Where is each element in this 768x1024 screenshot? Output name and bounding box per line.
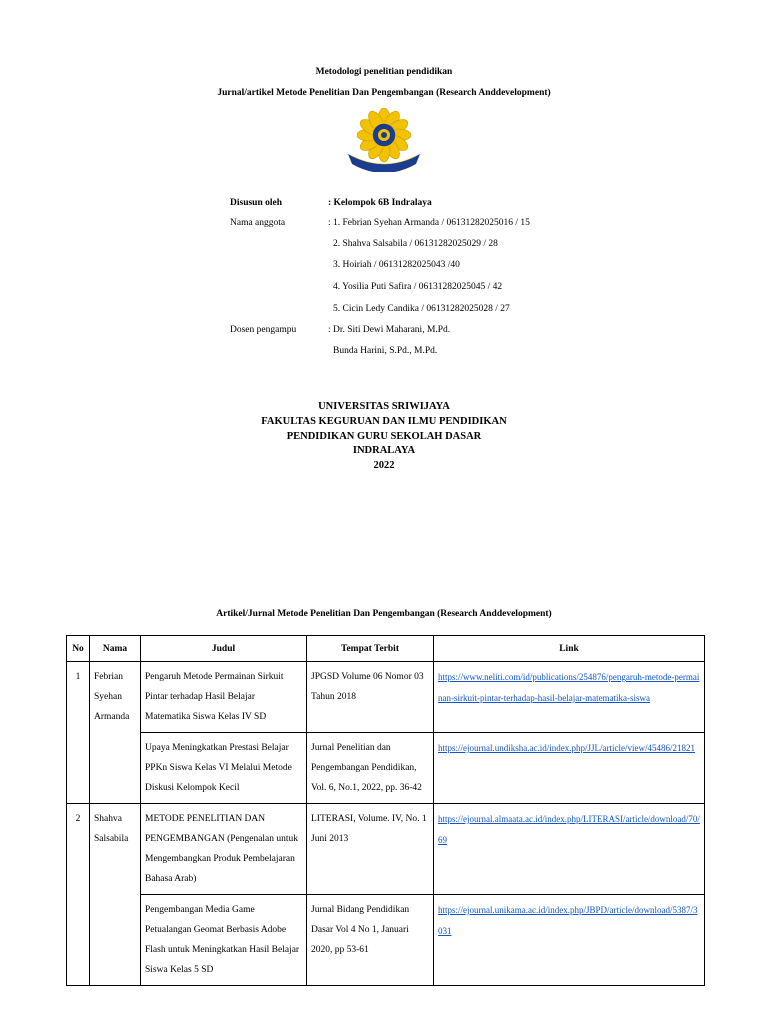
row-link-cell <box>434 662 705 733</box>
row-nama: Febrian Syehan Armanda <box>90 662 141 804</box>
table-title: Artikel/Jurnal Metode Penelitian Dan Pengembangan (Research Anddevelopment) <box>216 609 552 619</box>
row-judul: Pengaruh Metode Permainan Sirkuit Pintar terhadap Hasil Belajar Matematika Siswa Kelas IV SD <box>141 662 307 733</box>
header-no: No <box>67 636 90 662</box>
anggota-item: 3. Hoiriah / 06131282025043 /40 <box>333 260 460 270</box>
dosen-item: : Dr. Siti Dewi Maharani, M.Pd. <box>328 325 451 335</box>
row-tempat: LITERASI, Volume. IV, No. 1 Juni 2013 <box>307 804 434 895</box>
dosen-item: Bunda Harini, S.Pd., M.Pd. <box>333 346 438 356</box>
table-row <box>67 895 705 986</box>
row-number: 1 <box>67 662 90 804</box>
year: 2022 <box>373 460 395 472</box>
table-row <box>67 733 705 804</box>
row-judul: METODE PENELITIAN DAN PENGEMBANGAN (Pengenalan untuk Mengembangkan Produk Pembelajaran Bahasa Arab) <box>141 804 307 895</box>
article-link[interactable]: https://www.neliti.com/id/publications/254876/pengaruh-metode-permainan-sirkuit-pintar-terhadap-hasil-belajar-matematika-siswa <box>438 672 700 703</box>
row-link-cell <box>434 895 705 986</box>
program-name: PENDIDIKAN GURU SEKOLAH DASAR <box>286 430 482 442</box>
row-link-cell <box>434 733 705 804</box>
row-nama: Shahva Salsabila <box>90 804 141 986</box>
articles-table <box>66 635 705 986</box>
header-link: Link <box>434 636 705 662</box>
faculty-name: FAKULTAS KEGURUAN DAN ILMU PENDIDIKAN <box>261 415 507 427</box>
dosen-label: Dosen pengampu <box>230 325 297 335</box>
header-nama: Nama <box>90 636 141 662</box>
document-subtitle: Jurnal/artikel Metode Penelitian Dan Pengembangan (Research Anddevelopment) <box>217 88 551 98</box>
table-row <box>67 804 705 895</box>
anggota-item: : 1. Febrian Syehan Armanda / 06131282025016 / 15 <box>328 218 530 228</box>
anggota-item: 2. Shahva Salsabila / 06131282025029 / 28 <box>333 239 498 249</box>
header-judul: Judul <box>141 636 307 662</box>
anggota-item: 4. Yosilia Puti Safira / 06131282025045 / 42 <box>333 282 503 292</box>
header-tempat: Tempat Terbit <box>307 636 434 662</box>
article-link[interactable]: https://ejournal.almaata.ac.id/index.php/LITERASI/article/download/70/69 <box>438 814 700 845</box>
table-header-row <box>67 636 705 662</box>
row-tempat: JPGSD Volume 06 Nomor 03 Tahun 2018 <box>307 662 434 733</box>
disusun-label: Disusun oleh <box>230 198 283 208</box>
university-emblem-icon <box>342 108 426 172</box>
anggota-label: Nama anggota <box>230 218 286 228</box>
row-tempat: Jurnal Bidang Pendidikan Dasar Vol 4 No 1, Januari 2020, pp 53-61 <box>307 895 434 986</box>
anggota-item: 5. Cicin Ledy Candika / 06131282025028 / 27 <box>333 304 510 314</box>
university-block <box>0 400 768 474</box>
row-judul: Upaya Meningkatkan Prestasi Belajar PPKn Siswa Kelas VI Melalui Metode Diskusi Kelompok Kecil <box>141 733 307 804</box>
row-judul: Pengembangan Media Game Petualangan Geomat Berbasis Adobe Flash untuk Meningkatkan Hasil Belajar Siswa Kelas 5 SD <box>141 895 307 986</box>
article-link[interactable]: https://ejournal.undiksha.ac.id/index.php/JJL/article/view/45486/21821 <box>438 743 695 753</box>
university-name: UNIVERSITAS SRIWIJAYA <box>318 401 450 412</box>
campus-name: INDRALAYA <box>352 445 416 457</box>
row-link-cell <box>434 804 705 895</box>
row-tempat: Jurnal Penelitian dan Pengembangan Pendidikan, Vol. 6, No.1, 2022, pp. 36-42 <box>307 733 434 804</box>
row-number: 2 <box>67 804 90 986</box>
article-link[interactable]: https://ejournal.unikama.ac.id/index.php/JBPD/article/download/5387/3031 <box>438 905 698 936</box>
table-row <box>67 662 705 733</box>
disusun-value: : Kelompok 6B Indralaya <box>328 198 432 208</box>
document-title: Metodologi penelitian pendidikan <box>315 67 453 77</box>
